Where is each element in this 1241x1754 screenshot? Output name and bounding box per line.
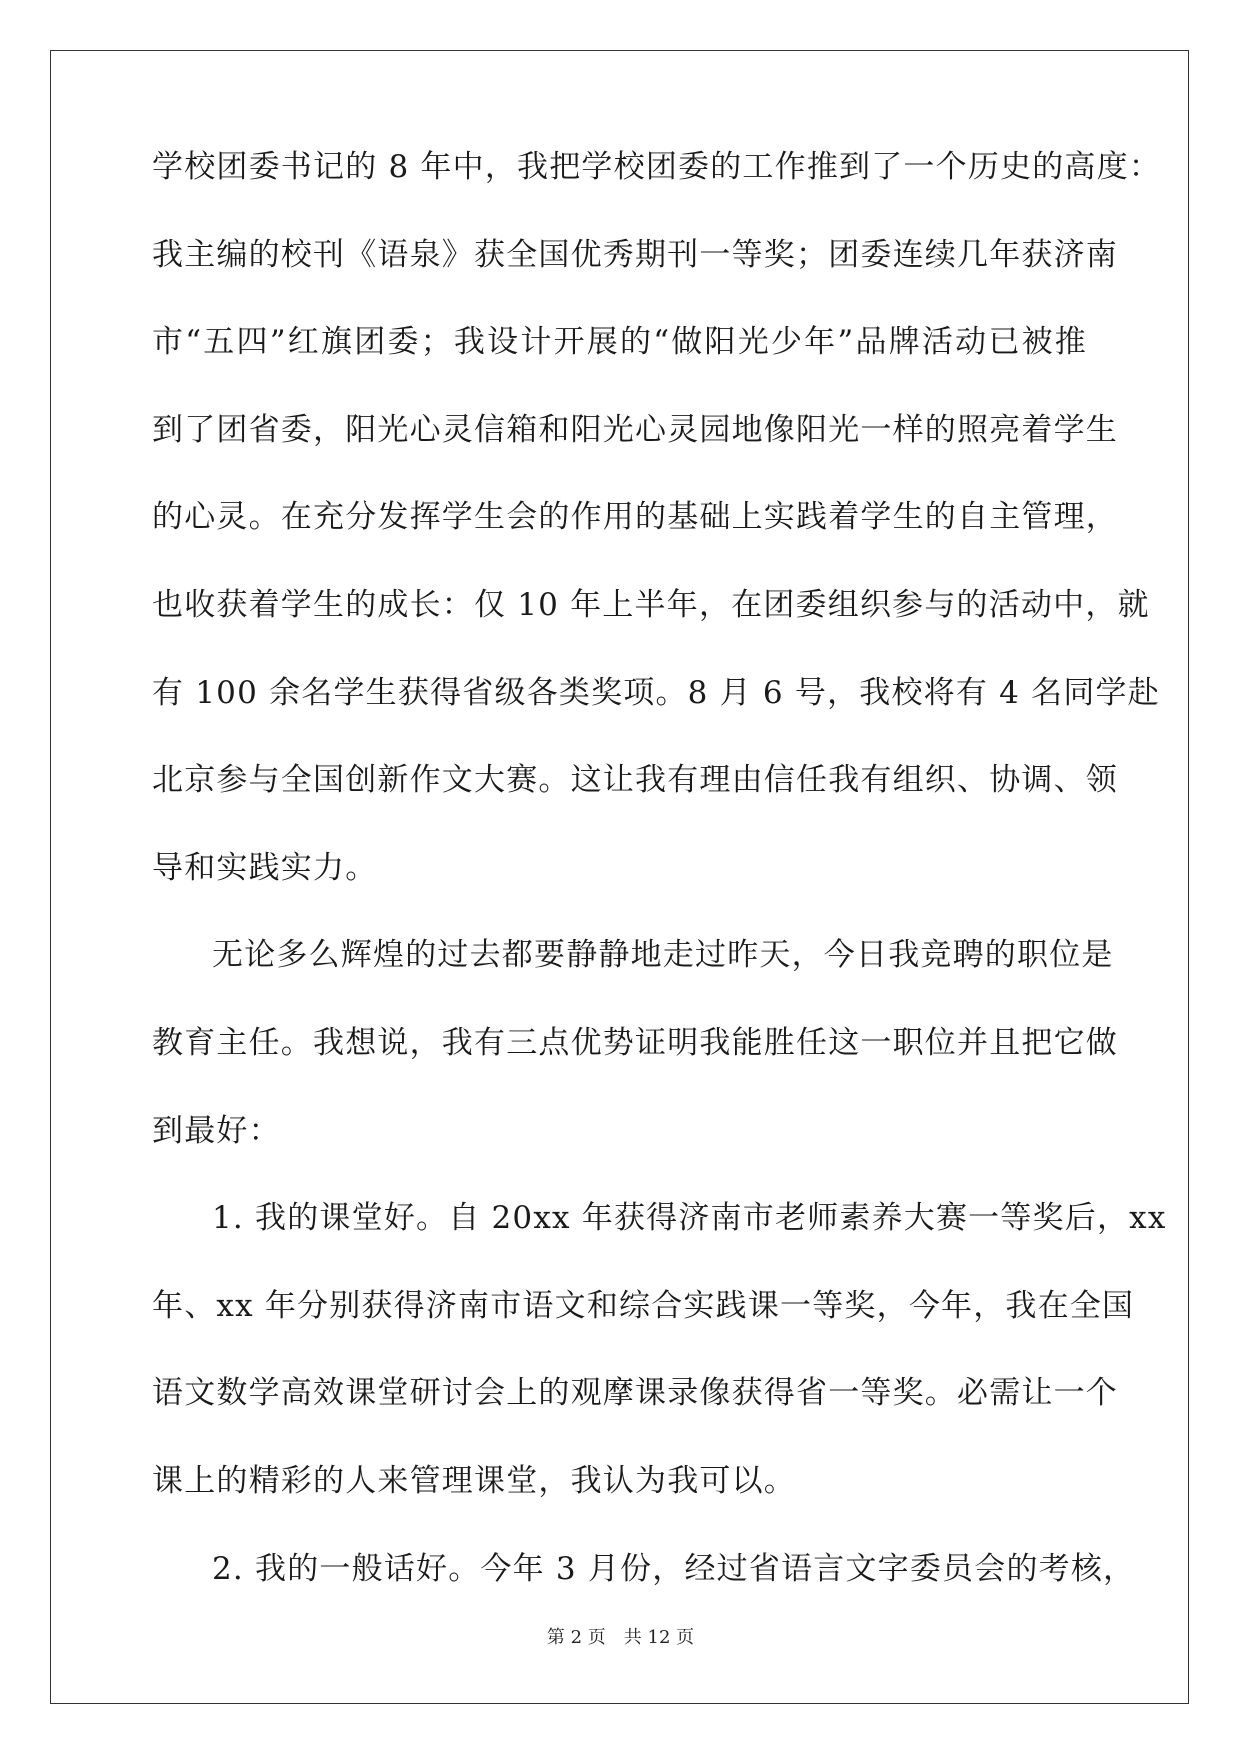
text-line: 2. 我的一般话好。今年 3 月份，经过省语言文字委员会的考核， (212, 1550, 1136, 1587)
text-line: 到了团省委，阳光心灵信箱和阳光心灵园地像阳光一样的照亮着学生 (152, 411, 1118, 448)
text-line: 我主编的校刊《语泉》获全国优秀期刊一等奖；团委连续几年获济南 (152, 236, 1118, 273)
text-line: 的心灵。在充分发挥学生会的作用的基础上实践着学生的自主管理， (152, 499, 1118, 536)
text-line: 导和实践实力。 (152, 849, 378, 886)
page-footer (0, 1623, 1241, 1649)
text-line: 学校团委书记的 8 年中，我把学校团委的工作推到了一个历史的高度： (152, 149, 1162, 185)
text-line: 有 100 余名学生获得省级各类奖项。8 月 6 号，我校将有 4 名同学赴 (152, 674, 1160, 711)
document-body (152, 149, 1167, 1643)
text-line: 市“五四”红旗团委；我设计开展的“做阳光少年”品牌活动已被推 (152, 324, 1087, 361)
text-line: 北京参与全国创新作文大赛。这让我有理由信任我有组织、协调、领 (152, 762, 1118, 799)
text-line: 到最好： (152, 1112, 281, 1149)
text-line: 无论多么辉煌的过去都要静静地走过昨天，今日我竞聘的职位是 (212, 937, 1114, 974)
text-line: 1. 我的课堂好。自 20xx 年获得济南市老师素养大赛一等奖后，xx (212, 1200, 1167, 1237)
text-line: 语文数学高效课堂研讨会上的观摩课录像获得省一等奖。必需让一个 (152, 1375, 1118, 1412)
text-line: 也收获着学生的成长：仅 10 年上半年，在团委组织参与的活动中，就 (152, 586, 1150, 623)
text-line: 教育主任。我想说，我有三点优势证明我能胜任这一职位并且把它做 (152, 1024, 1118, 1061)
text-line: 年、xx 年分别获得济南市语文和综合实践课一等奖，今年，我在全国 (152, 1287, 1135, 1324)
page-number: 第 2 页 共 12 页 (546, 1627, 695, 1648)
text-line: 课上的精彩的人来管理课堂，我认为我可以。 (152, 1462, 796, 1499)
